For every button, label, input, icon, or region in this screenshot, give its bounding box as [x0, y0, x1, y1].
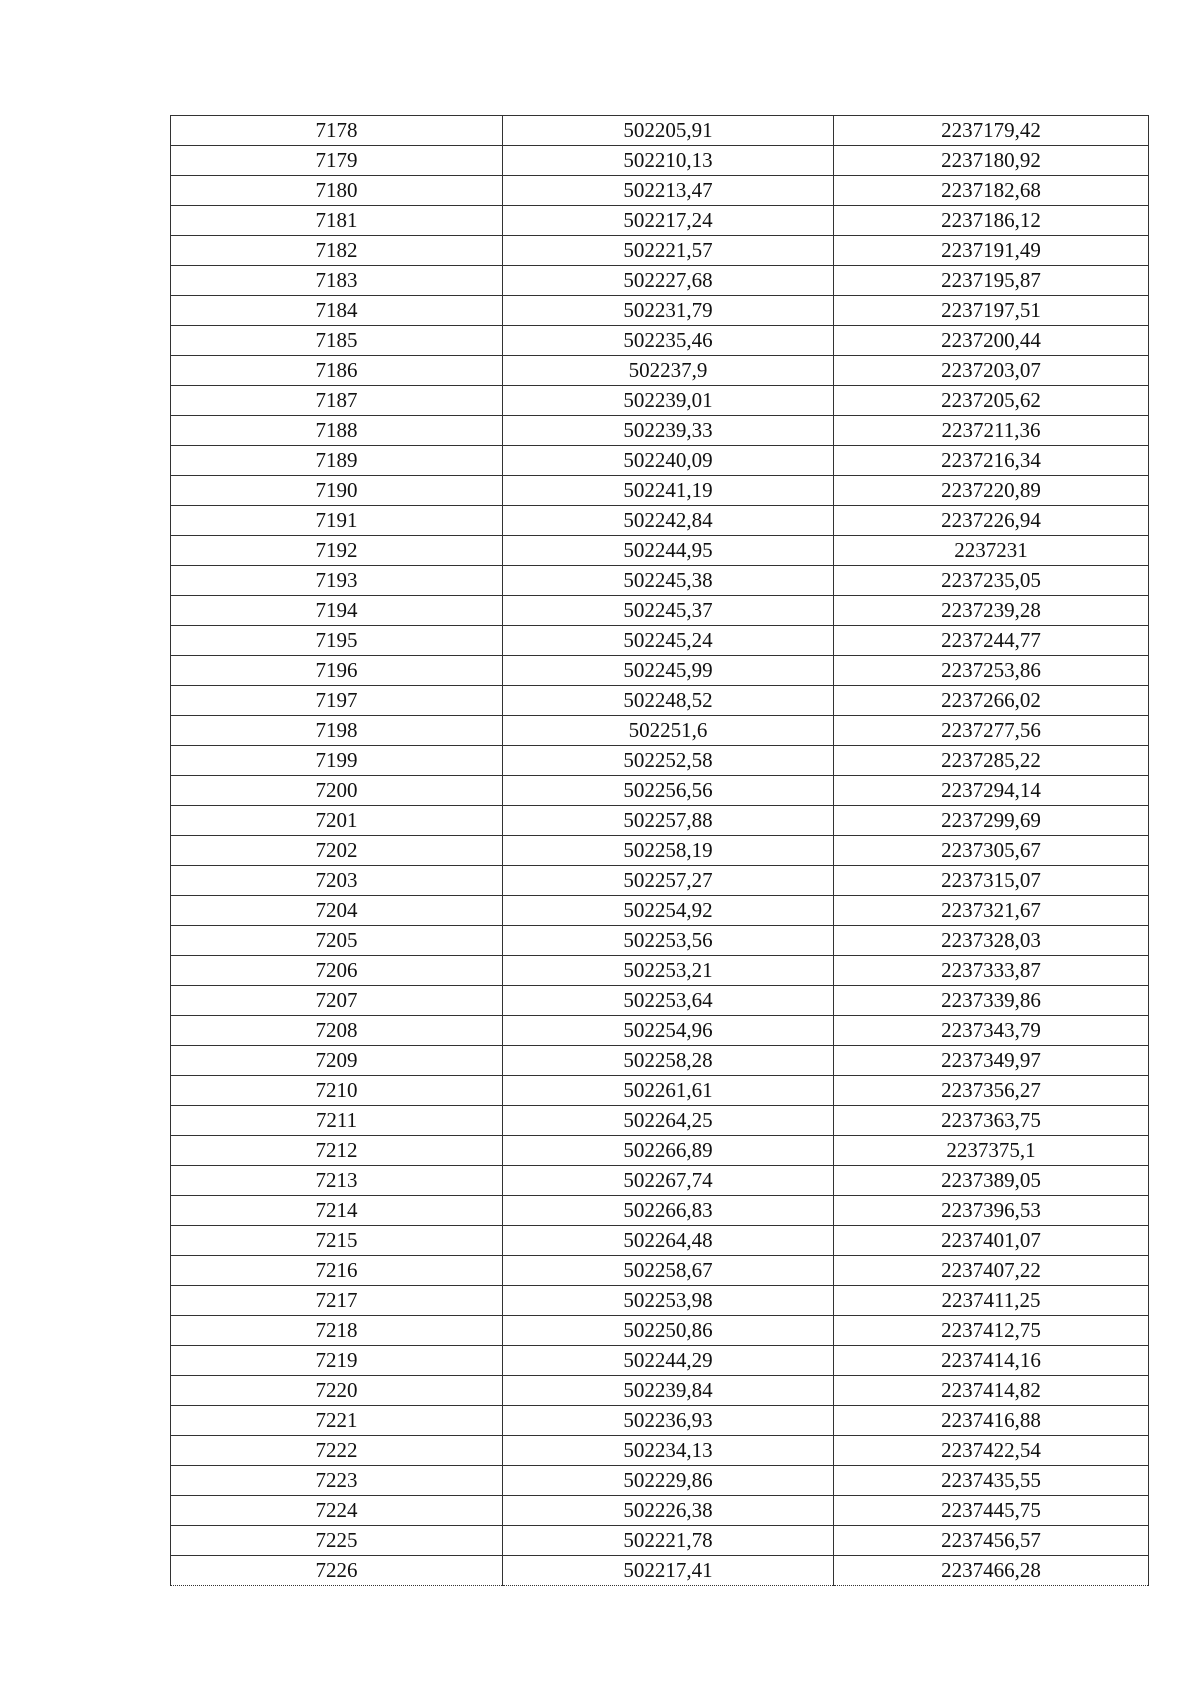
point-number-cell: 7202 [171, 836, 503, 866]
x-coordinate-cell: 502241,19 [503, 476, 834, 506]
y-coordinate-cell: 2237205,62 [834, 386, 1149, 416]
y-coordinate-cell: 2237180,92 [834, 146, 1149, 176]
point-number-cell: 7208 [171, 1016, 503, 1046]
table-row [171, 206, 1149, 236]
y-coordinate-cell: 2237231 [834, 536, 1149, 566]
point-number-cell: 7199 [171, 746, 503, 776]
point-number-cell: 7195 [171, 626, 503, 656]
table-row [171, 326, 1149, 356]
x-coordinate-cell: 502266,89 [503, 1136, 834, 1166]
x-coordinate-cell: 502229,86 [503, 1466, 834, 1496]
table-row [171, 476, 1149, 506]
y-coordinate-cell: 2237244,77 [834, 626, 1149, 656]
table-row [171, 1196, 1149, 1226]
x-coordinate-cell: 502239,33 [503, 416, 834, 446]
y-coordinate-cell: 2237411,25 [834, 1286, 1149, 1316]
table-row [171, 656, 1149, 686]
y-coordinate-cell: 2237315,07 [834, 866, 1149, 896]
point-number-cell: 7179 [171, 146, 503, 176]
x-coordinate-cell: 502240,09 [503, 446, 834, 476]
table-row [171, 146, 1149, 176]
table-row [171, 1466, 1149, 1496]
x-coordinate-cell: 502252,58 [503, 746, 834, 776]
point-number-cell: 7225 [171, 1526, 503, 1556]
x-coordinate-cell: 502258,19 [503, 836, 834, 866]
table-row [171, 296, 1149, 326]
table-row [171, 386, 1149, 416]
x-coordinate-cell: 502245,37 [503, 596, 834, 626]
point-number-cell: 7207 [171, 986, 503, 1016]
point-number-cell: 7204 [171, 896, 503, 926]
y-coordinate-cell: 2237182,68 [834, 176, 1149, 206]
table-row [171, 1346, 1149, 1376]
y-coordinate-cell: 2237401,07 [834, 1226, 1149, 1256]
x-coordinate-cell: 502264,25 [503, 1106, 834, 1136]
point-number-cell: 7183 [171, 266, 503, 296]
y-coordinate-cell: 2237363,75 [834, 1106, 1149, 1136]
x-coordinate-cell: 502239,01 [503, 386, 834, 416]
y-coordinate-cell: 2237235,05 [834, 566, 1149, 596]
coordinates-table [170, 115, 1149, 1586]
x-coordinate-cell: 502213,47 [503, 176, 834, 206]
point-number-cell: 7219 [171, 1346, 503, 1376]
x-coordinate-cell: 502253,98 [503, 1286, 834, 1316]
point-number-cell: 7216 [171, 1256, 503, 1286]
table-row [171, 596, 1149, 626]
x-coordinate-cell: 502239,84 [503, 1376, 834, 1406]
y-coordinate-cell: 2237396,53 [834, 1196, 1149, 1226]
y-coordinate-cell: 2237211,36 [834, 416, 1149, 446]
point-number-cell: 7197 [171, 686, 503, 716]
y-coordinate-cell: 2237277,56 [834, 716, 1149, 746]
point-number-cell: 7194 [171, 596, 503, 626]
table-row [171, 626, 1149, 656]
table-row [171, 806, 1149, 836]
point-number-cell: 7190 [171, 476, 503, 506]
table-row [171, 116, 1149, 146]
x-coordinate-cell: 502248,52 [503, 686, 834, 716]
point-number-cell: 7209 [171, 1046, 503, 1076]
y-coordinate-cell: 2237422,54 [834, 1436, 1149, 1466]
table-row [171, 986, 1149, 1016]
table-row [171, 1076, 1149, 1106]
table-row [171, 266, 1149, 296]
table-row [171, 1556, 1149, 1586]
x-coordinate-cell: 502267,74 [503, 1166, 834, 1196]
table-body [171, 116, 1149, 1586]
y-coordinate-cell: 2237226,94 [834, 506, 1149, 536]
x-coordinate-cell: 502235,46 [503, 326, 834, 356]
point-number-cell: 7210 [171, 1076, 503, 1106]
y-coordinate-cell: 2237321,67 [834, 896, 1149, 926]
y-coordinate-cell: 2237220,89 [834, 476, 1149, 506]
point-number-cell: 7224 [171, 1496, 503, 1526]
y-coordinate-cell: 2237197,51 [834, 296, 1149, 326]
point-number-cell: 7198 [171, 716, 503, 746]
point-number-cell: 7192 [171, 536, 503, 566]
table-row [171, 536, 1149, 566]
y-coordinate-cell: 2237294,14 [834, 776, 1149, 806]
table-row [171, 446, 1149, 476]
y-coordinate-cell: 2237239,28 [834, 596, 1149, 626]
x-coordinate-cell: 502205,91 [503, 116, 834, 146]
x-coordinate-cell: 502217,41 [503, 1556, 834, 1586]
y-coordinate-cell: 2237466,28 [834, 1556, 1149, 1586]
x-coordinate-cell: 502258,67 [503, 1256, 834, 1286]
table-row [171, 416, 1149, 446]
table-row [171, 1286, 1149, 1316]
table-row [171, 1166, 1149, 1196]
y-coordinate-cell: 2237416,88 [834, 1406, 1149, 1436]
x-coordinate-cell: 502254,96 [503, 1016, 834, 1046]
point-number-cell: 7180 [171, 176, 503, 206]
x-coordinate-cell: 502217,24 [503, 206, 834, 236]
point-number-cell: 7213 [171, 1166, 503, 1196]
y-coordinate-cell: 2237349,97 [834, 1046, 1149, 1076]
x-coordinate-cell: 502266,83 [503, 1196, 834, 1226]
y-coordinate-cell: 2237375,1 [834, 1136, 1149, 1166]
x-coordinate-cell: 502261,61 [503, 1076, 834, 1106]
x-coordinate-cell: 502256,56 [503, 776, 834, 806]
y-coordinate-cell: 2237266,02 [834, 686, 1149, 716]
x-coordinate-cell: 502257,27 [503, 866, 834, 896]
x-coordinate-cell: 502250,86 [503, 1316, 834, 1346]
point-number-cell: 7203 [171, 866, 503, 896]
point-number-cell: 7212 [171, 1136, 503, 1166]
x-coordinate-cell: 502244,29 [503, 1346, 834, 1376]
point-number-cell: 7178 [171, 116, 503, 146]
point-number-cell: 7223 [171, 1466, 503, 1496]
y-coordinate-cell: 2237299,69 [834, 806, 1149, 836]
x-coordinate-cell: 502264,48 [503, 1226, 834, 1256]
table-row [171, 1496, 1149, 1526]
x-coordinate-cell: 502245,99 [503, 656, 834, 686]
point-number-cell: 7187 [171, 386, 503, 416]
table-row [171, 1526, 1149, 1556]
y-coordinate-cell: 2237456,57 [834, 1526, 1149, 1556]
x-coordinate-cell: 502258,28 [503, 1046, 834, 1076]
y-coordinate-cell: 2237285,22 [834, 746, 1149, 776]
x-coordinate-cell: 502221,57 [503, 236, 834, 266]
x-coordinate-cell: 502244,95 [503, 536, 834, 566]
point-number-cell: 7182 [171, 236, 503, 266]
y-coordinate-cell: 2237389,05 [834, 1166, 1149, 1196]
y-coordinate-cell: 2237328,03 [834, 926, 1149, 956]
y-coordinate-cell: 2237445,75 [834, 1496, 1149, 1526]
table-row [171, 1106, 1149, 1136]
point-number-cell: 7218 [171, 1316, 503, 1346]
y-coordinate-cell: 2237186,12 [834, 206, 1149, 236]
table-row [171, 1016, 1149, 1046]
table-row [171, 776, 1149, 806]
table-row [171, 896, 1149, 926]
point-number-cell: 7200 [171, 776, 503, 806]
table-row [171, 686, 1149, 716]
point-number-cell: 7215 [171, 1226, 503, 1256]
table-row [171, 1406, 1149, 1436]
y-coordinate-cell: 2237407,22 [834, 1256, 1149, 1286]
point-number-cell: 7221 [171, 1406, 503, 1436]
y-coordinate-cell: 2237339,86 [834, 986, 1149, 1016]
table-row [171, 236, 1149, 266]
x-coordinate-cell: 502253,64 [503, 986, 834, 1016]
y-coordinate-cell: 2237343,79 [834, 1016, 1149, 1046]
point-number-cell: 7189 [171, 446, 503, 476]
table-row [171, 1226, 1149, 1256]
table-row [171, 866, 1149, 896]
table-row [171, 836, 1149, 866]
x-coordinate-cell: 502257,88 [503, 806, 834, 836]
y-coordinate-cell: 2237414,16 [834, 1346, 1149, 1376]
x-coordinate-cell: 502226,38 [503, 1496, 834, 1526]
table-row [171, 1436, 1149, 1466]
y-coordinate-cell: 2237333,87 [834, 956, 1149, 986]
point-number-cell: 7226 [171, 1556, 503, 1586]
table-row [171, 566, 1149, 596]
x-coordinate-cell: 502254,92 [503, 896, 834, 926]
point-number-cell: 7185 [171, 326, 503, 356]
x-coordinate-cell: 502242,84 [503, 506, 834, 536]
table-row [171, 716, 1149, 746]
point-number-cell: 7222 [171, 1436, 503, 1466]
table-row [171, 1316, 1149, 1346]
x-coordinate-cell: 502237,9 [503, 356, 834, 386]
x-coordinate-cell: 502221,78 [503, 1526, 834, 1556]
table-row [171, 1046, 1149, 1076]
point-number-cell: 7196 [171, 656, 503, 686]
table-row [171, 926, 1149, 956]
point-number-cell: 7193 [171, 566, 503, 596]
y-coordinate-cell: 2237179,42 [834, 116, 1149, 146]
point-number-cell: 7206 [171, 956, 503, 986]
point-number-cell: 7211 [171, 1106, 503, 1136]
point-number-cell: 7220 [171, 1376, 503, 1406]
y-coordinate-cell: 2237253,86 [834, 656, 1149, 686]
table-row [171, 746, 1149, 776]
table-row [171, 506, 1149, 536]
table-row [171, 1136, 1149, 1166]
table-row [171, 356, 1149, 386]
x-coordinate-cell: 502231,79 [503, 296, 834, 326]
y-coordinate-cell: 2237414,82 [834, 1376, 1149, 1406]
x-coordinate-cell: 502251,6 [503, 716, 834, 746]
point-number-cell: 7184 [171, 296, 503, 326]
x-coordinate-cell: 502245,38 [503, 566, 834, 596]
y-coordinate-cell: 2237203,07 [834, 356, 1149, 386]
x-coordinate-cell: 502245,24 [503, 626, 834, 656]
point-number-cell: 7201 [171, 806, 503, 836]
y-coordinate-cell: 2237191,49 [834, 236, 1149, 266]
point-number-cell: 7186 [171, 356, 503, 386]
y-coordinate-cell: 2237435,55 [834, 1466, 1149, 1496]
y-coordinate-cell: 2237412,75 [834, 1316, 1149, 1346]
point-number-cell: 7191 [171, 506, 503, 536]
x-coordinate-cell: 502236,93 [503, 1406, 834, 1436]
y-coordinate-cell: 2237356,27 [834, 1076, 1149, 1106]
y-coordinate-cell: 2237195,87 [834, 266, 1149, 296]
table-row [171, 1376, 1149, 1406]
table-row [171, 956, 1149, 986]
y-coordinate-cell: 2237305,67 [834, 836, 1149, 866]
table-row [171, 1256, 1149, 1286]
point-number-cell: 7214 [171, 1196, 503, 1226]
x-coordinate-cell: 502227,68 [503, 266, 834, 296]
y-coordinate-cell: 2237200,44 [834, 326, 1149, 356]
x-coordinate-cell: 502210,13 [503, 146, 834, 176]
point-number-cell: 7205 [171, 926, 503, 956]
point-number-cell: 7188 [171, 416, 503, 446]
y-coordinate-cell: 2237216,34 [834, 446, 1149, 476]
x-coordinate-cell: 502253,21 [503, 956, 834, 986]
point-number-cell: 7217 [171, 1286, 503, 1316]
point-number-cell: 7181 [171, 206, 503, 236]
table-row [171, 176, 1149, 206]
x-coordinate-cell: 502234,13 [503, 1436, 834, 1466]
x-coordinate-cell: 502253,56 [503, 926, 834, 956]
